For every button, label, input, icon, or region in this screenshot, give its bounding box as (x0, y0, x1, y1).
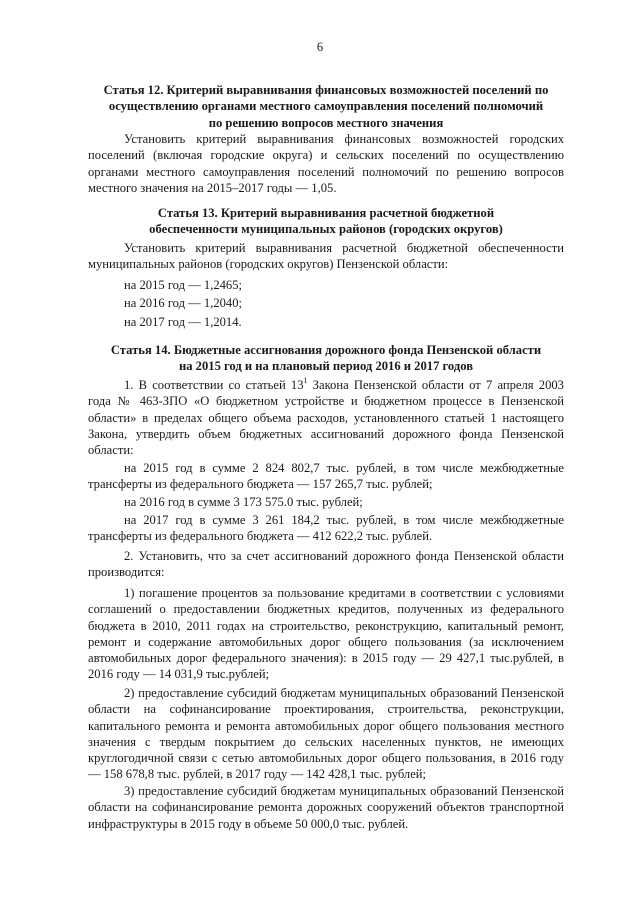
article-14-paragraph-1: 1. В соответствии со статьей $13^1$ Закона Пензенской области от 7 апреля 2003 года № 463-ЗПО «О бюджетном устройстве и бюджетном процессе в Пензенской области» в пределах общего объема расходов, установленного статьей 1 настоящего Закона, утвердить объем бюджетных ассигнований дорожного фонда Пензенской области: (88, 376, 564, 458)
page-number: 6 (316, 40, 324, 54)
article-12-body: Установить критерий выравнивания финансовых возможностей городских поселений (включая городские округа) и сельских поселений по осуществлению органами местного самоуправления поселений полномочий по решению вопросов местного значения на 2015–2017 годы — 1,05. (88, 132, 564, 195)
article-12-heading: Статья 12. Критерий выравнивания финансовых возможностей поселений по осуществлению органами местного самоуправления поселений полномочий по решению вопросов местного значения (103, 83, 549, 130)
article-13-year-2017: на 2017 год — 1,2014. (124, 315, 242, 329)
article-13-year-2016: на 2016 год — 1,2040; (124, 296, 243, 310)
article-14-amount-2016: на 2016 год в сумме 3 173 575.0 тыс. рублей; (124, 495, 363, 509)
article-13-year-2015: на 2015 год — 1,2465; (124, 278, 243, 292)
article-14-amount-2015: на 2015 год в сумме 2 824 802,7 тыс. рублей, в том числе межбюджетные трансферты из федерального бюджета — 157 265,7 тыс. рублей; (88, 461, 564, 492)
article-14-item-2: 2) предоставление субсидий бюджетам муниципальных образований Пензенской области на софинансирование проектирования, строительства, реконструкции, капитального ремонта и ремонта автомобильных дорог общего пользования местного значения с твердым покрытием до сельских населенных пунктов, не имеющих круглогодичной связи с сетью автомобильных дорог общего пользования, в 2016 году — 158 678,8 тыс. рублей, в 2017 году — 142 428,1 тыс. рублей; (88, 686, 564, 782)
article-13-body: Установить критерий выравнивания расчетной бюджетной обеспеченности муниципальных районов (городских округов) Пензенской области: (88, 241, 564, 272)
superscript: 1 (303, 376, 308, 385)
article-14-heading: Статья 14. Бюджетные ассигнования дорожного фонда Пензенской области на 2015 год и на плановый период 2016 и 2017 годов (110, 343, 542, 374)
article-14-paragraph-2: 2. Установить, что за счет ассигнований дорожного фонда Пензенской области производится: (88, 549, 564, 580)
article-14-item-3: 3) предоставление субсидий бюджетам муниципальных образований Пензенской области на софинансирование ремонта дорожных сооружений объектов транспортной инфраструктуры в 2015 году в объеме 50 000,0 тыс. рублей. (88, 784, 564, 831)
article-14-amount-2017: на 2017 год в сумме 3 261 184,2 тыс. рублей, в том числе межбюджетные трансферты из федерального бюджета — 412 622,2 тыс. рублей. (88, 513, 564, 544)
article-14-item-1: 1) погашение процентов за пользование кредитами в соответствии с условиями соглашений о предоставлении бюджетных кредитов, полученных из федерального бюджета в 2010, 2011 годах на строительство, реконструкцию, капитальный ремонт, ремонт и содержание автомобильных дорог общего пользования (за исключением автомобильных дорог федерального значения): в 2015 году — 29 427,1 тыс.рублей, в 2016 году — 14 031,9 тыс.рублей; (88, 586, 564, 682)
article-13-heading: Статья 13. Критерий выравнивания расчетной бюджетной обеспеченности муниципальных районов (городских округов) (149, 206, 503, 237)
